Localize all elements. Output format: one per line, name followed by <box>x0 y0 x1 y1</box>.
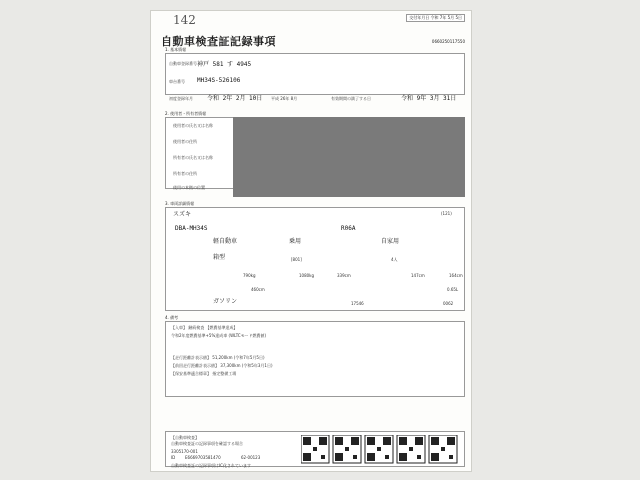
first-reg-label: 初度登録年月 <box>169 96 193 101</box>
qr-codes <box>301 435 461 465</box>
base-location-label: 使用の本拠の位置 <box>173 185 205 190</box>
footer-desc: 自動車検査証の記録事項を確認する場合 <box>171 441 243 446</box>
gross-weight: 1080kg <box>299 273 315 278</box>
owner-address-label: 所有者の住所 <box>173 171 197 176</box>
mileage: 17546 <box>351 301 364 306</box>
note-line-3: 【走行距離計表示値】 51,200km (令和7年5月5日) <box>171 355 265 360</box>
height: 164cm <box>449 273 463 278</box>
car-type: 軽自動車 <box>213 238 238 245</box>
vehicle-weight: 790kg <box>243 273 256 278</box>
section-notes: 4. 備考 <box>165 315 179 320</box>
note-line-2: 令和2年度燃費基準+5%達成車 (WLTCモード燃費値) <box>171 333 267 338</box>
footer-code: 3305170-001 <box>171 449 198 454</box>
fuel-type: ガソリン <box>213 298 238 305</box>
axle: 460cm <box>251 287 265 292</box>
length: 339cm <box>337 273 351 278</box>
issue-date: 交付年月日 令和 7年 5月 5日 <box>406 14 465 22</box>
vehicle-block <box>165 207 465 311</box>
displacement: 0.65L <box>447 287 459 292</box>
footer-note: 自動車検査証の記録事項はIC化されています <box>171 463 251 468</box>
purpose: 自家用 <box>381 238 400 245</box>
type-number: 0062 <box>443 301 454 306</box>
section-vehicle: 3. 車両詳細情報 <box>165 201 195 206</box>
first-reg-date: 令和 2年 2月 10日 <box>207 95 263 102</box>
qr-id-code: E6669703581470 <box>185 455 221 460</box>
footer-title: 【自動車検査】 <box>171 435 199 440</box>
body-shape: 箱型 <box>213 254 226 261</box>
qr-id-label: ID <box>171 455 176 460</box>
note-line-5: 【保安基準適合標章】 指定整備工場 <box>171 371 237 376</box>
handwritten-number: 142 <box>173 13 196 27</box>
registration-number: 神戸 581 す 4945 <box>197 61 252 68</box>
use: 乗用 <box>289 238 302 245</box>
section-owner: 2. 使用者・所有者情報 <box>165 111 207 116</box>
note-line-1: 【入車】 継続検査 【燃費基準達成】 <box>171 325 238 330</box>
engine-type: R06A <box>341 225 356 232</box>
owner-name-label: 所有者の氏名又は名称 <box>173 155 213 160</box>
capacity: 4人 <box>391 257 398 262</box>
expiry-date: 令和 9年 3月 31日 <box>401 95 457 102</box>
model-code: DBA-MH34S <box>175 225 208 232</box>
page-code: 62-00123 <box>241 455 261 460</box>
user-address-label: 使用者の住所 <box>173 139 197 144</box>
expiry-label: 有効期間の満了する日 <box>331 96 371 101</box>
document-title: 自動車検査証記録事項 <box>161 35 276 48</box>
first-reg-ym: 平成 26年 8月 <box>271 96 298 101</box>
chassis-number: MH34S-526106 <box>197 77 241 84</box>
chassis-label: 車台番号 <box>169 79 185 84</box>
note-line-4: 【前回走行距離計表示値】 37,300km (令和5年3月1日) <box>171 363 273 368</box>
width: 147cm <box>411 273 425 278</box>
maker-code: (121) <box>441 211 452 216</box>
inspection-certificate-page <box>150 10 472 472</box>
section-basic: 1. 基本情報 <box>165 47 187 52</box>
body-code: [801] <box>291 257 302 262</box>
maker: スズキ <box>173 211 192 218</box>
registration-label: 自動車登録番号 <box>169 61 197 66</box>
user-name-label: 使用者の氏名又は名称 <box>173 123 213 128</box>
serial-number: 0660250117550 <box>431 39 465 44</box>
redacted-owner-info <box>233 117 465 197</box>
